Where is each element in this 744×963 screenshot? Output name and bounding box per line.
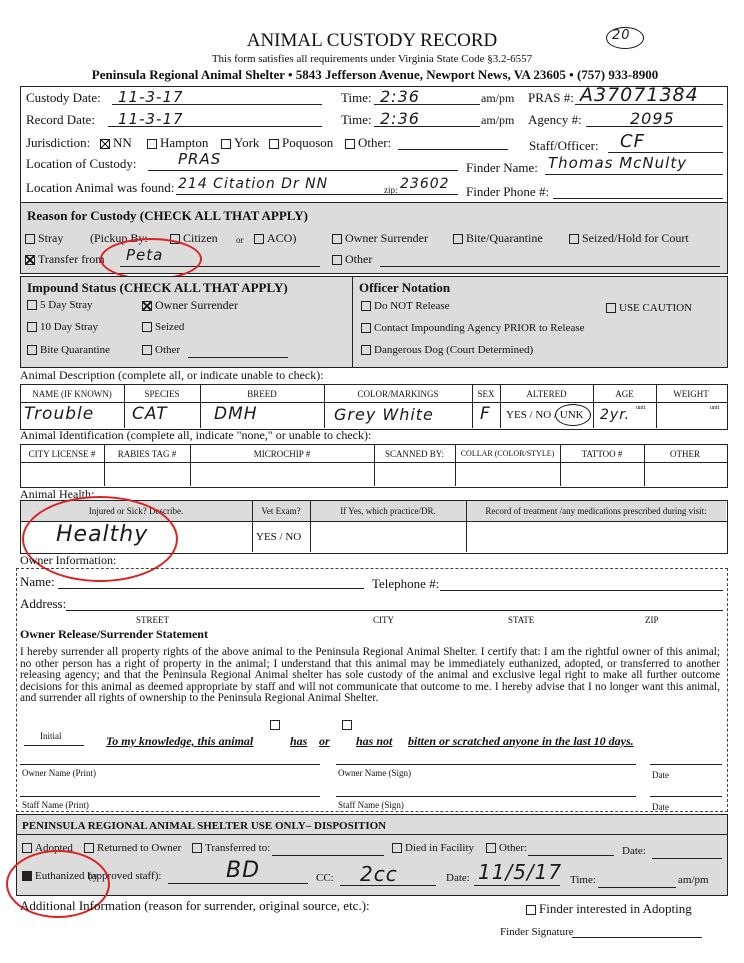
or-text: or [319,734,330,748]
reason-seized[interactable] [569,231,689,246]
seized-checkbox[interactable] [569,234,579,244]
returned-checkbox[interactable] [84,843,94,853]
agency-label: Agency #: [528,112,582,127]
health-description[interactable]: Healthy [56,522,149,547]
location-found-value[interactable]: 214 Citation Dr NN [178,176,329,192]
owner-sign-line [336,764,636,765]
form-title: ANIMAL CUSTODY RECORD [246,30,498,51]
animal-id-label: Animal Identification (complete all, indicate "none," or unable to check): [20,428,372,442]
knowledge-text: To my knowledge, this animal [106,734,254,748]
transferred-checkbox[interactable] [192,843,202,853]
header-other: OTHER [670,449,700,459]
owner-info-label: Owner Information: [20,553,117,567]
address-label: Address: [20,596,67,611]
staff-label: Staff/Officer: [529,138,599,153]
staff-line [608,152,723,153]
owner-sign-label: Owner Name (Sign) [338,768,411,778]
impound-5day[interactable] [27,299,93,311]
seized-label: Seized/Hold for Court [582,231,689,245]
header-species: SPECIES [144,389,180,399]
animal-desc-label: Animal Description (complete all, or indicate unable to check): [20,368,324,382]
york-label: York [234,135,260,150]
impound-other[interactable] [142,344,180,356]
euth-time-label: Time: [570,874,596,886]
contact-agency-checkbox[interactable] [361,323,371,333]
location-custody-value[interactable]: PRAS [178,150,222,168]
aco-label: ACO) [267,231,297,245]
form-subtitle: This form satisfies all requirements under Virginia State Code §3.2-6557 [211,53,533,65]
initial-line [24,745,84,746]
header-treatment: Record of treatment /any medications prescribed during visit: [485,506,707,516]
impound-seized-label: Seized [155,321,185,333]
euth-staff-line [168,883,308,884]
citizen-label: Citizen [183,231,218,245]
location-found-line [176,194,458,195]
additional-info-label: Additional Information (reason for surrender, original source, etc.): [20,898,370,913]
header-breed: BREED [247,389,277,399]
other-label: Other: [358,135,392,150]
nn-label: NN [113,135,132,150]
record-date-value[interactable]: 11-3-17 [118,110,184,128]
reason-other[interactable] [332,252,372,267]
owner-print-line [20,764,320,765]
custody-date-value[interactable]: 11-3-17 [118,88,184,106]
stray-label: Stray [38,231,64,245]
finder-name-value[interactable]: Thomas McNulty [548,154,688,172]
bite-label: Bite/Quarantine [466,231,543,245]
transfer-red-circle [100,238,202,280]
header-scanned: SCANNED BY: [385,449,444,459]
euth-staff-value[interactable]: BD [226,858,261,883]
animal-desc-divider [20,402,727,403]
impound-heading: Impound Status (CHECK ALL THAT APPLY) [27,280,288,295]
header-city-license: CITY LICENSE # [28,449,96,459]
poquoson-checkbox[interactable] [269,139,279,149]
zip-label: zip: [384,185,398,195]
ampm1[interactable]: am/pm [481,91,515,105]
release-statement: I hereby surrender all property rights of the above animal to the Peninsula Regional Animal Shelter. I certify that: I am the rightful owner of this animal; no other person has a right of property in the animal; I understand that this animal may be immediately euthanized, adopted, or transferred to another releasing agency; and that the Peninsula Regional Animal shelter has sole custody of the animal and exclusive legal right to make all further outcome decisions for this animal as deemed appropriate by staff and will not communicate that outcome to me. I hereby advise that I no longer want this animal, and surrender all rights of ownership to the Peninsula Regional Animal Shelter. [20,646,720,705]
or-label: or [236,235,244,245]
impound-seized-checkbox[interactable] [142,322,152,332]
reason-heading: Reason for Custody (CHECK ALL THAT APPLY) [27,208,308,223]
officer-contact-agency[interactable] [361,322,585,334]
transferred-label: Transferred to: [205,842,271,854]
finder-name-label: Finder Name: [466,160,538,175]
do-not-release-checkbox[interactable] [361,301,371,311]
jurisdiction-nn[interactable] [100,135,132,151]
finder-phone-label: Finder Phone #: [466,184,550,199]
five-day-label: 5 Day Stray [40,299,93,311]
approved-staff-label: (approved staff): [88,870,162,882]
died-label: Died in Facility [405,842,475,854]
agency-value[interactable]: 2095 [630,109,675,128]
color-value[interactable]: Grey White [334,405,434,424]
nn-checkbox[interactable] [100,139,110,149]
impound-other-label: Other [155,344,181,356]
bite-checkbox[interactable] [453,234,463,244]
animal-name-value[interactable]: Trouble [24,404,95,424]
york-checkbox[interactable] [221,139,231,149]
staff-sign-line [336,796,636,797]
adopted-checkbox[interactable] [22,843,32,853]
initial-label: Initial [40,731,62,741]
zip-field-label: ZIP [645,615,659,625]
contact-agency-label: Contact Impounding Agency PRIOR to Release [374,322,585,334]
header-tattoo: TATTOO # [581,449,623,459]
owner-surrender-checkbox[interactable] [332,234,342,244]
location-custody-line [148,170,458,171]
header-color: COLOR/MARKINGS [357,389,439,399]
jurisdiction-hampton[interactable] [147,135,208,151]
vet-exam-value[interactable]: YES / NO [256,531,302,543]
reason-other-label: Other [345,252,373,266]
jurisdiction-other-line [398,149,508,150]
owner-surrender-label: Owner Surrender [345,231,428,245]
has-not-checkbox[interactable] [342,720,352,730]
impound-other-line [188,357,288,358]
age-unit: unit [636,405,646,411]
header-practice: If Yes, which practice/DR. [340,506,436,516]
euth-ampm[interactable]: am/pm [678,874,709,886]
jurisdiction-other[interactable] [345,135,391,151]
pickup-by-label: (Pickup By: [90,231,148,245]
hampton-checkbox[interactable] [147,139,157,149]
dangerous-dog-label: Dangerous Dog (Court Determined) [374,344,534,356]
has-text: has [290,734,308,748]
staff-sign-label: Staff Name (Sign) [338,800,404,810]
header-microchip: MICROCHIP # [253,449,311,459]
euth-date-label: Date: [446,872,470,884]
officer-dangerous-dog[interactable] [361,344,533,356]
euthanized-label: Euthanized by [35,870,99,882]
has-checkbox[interactable] [270,720,280,730]
disp-other-label: Other: [499,842,528,854]
disp-other[interactable] [486,842,527,854]
officer-use-caution[interactable] [606,302,692,314]
record-date-label: Record Date: [26,112,95,127]
transfer-value[interactable]: Peta [126,246,164,264]
custody-date-label: Custody Date: [26,90,101,105]
location-found-label: Location Animal was found: [26,180,175,195]
address-line [66,610,723,611]
euth-time-line [598,887,676,888]
staff-value[interactable]: CF [620,131,645,152]
weight-unit: unit [710,405,720,411]
impound-bite-label: Bite Quarantine [40,344,110,356]
header-collar: COLLAR (COLOR/STYLE) [460,449,555,458]
do-not-release-label: Do NOT Release [374,300,450,312]
pras-label: PRAS #: [528,90,574,105]
time2-value[interactable]: 2:36 [380,109,420,128]
transferred-line [272,855,384,856]
jurisdiction-label: Jurisdiction: [26,135,91,150]
header-name: NAME (IF KNOWN) [32,389,112,399]
time2-label: Time: [341,112,372,127]
dangerous-dog-checkbox[interactable] [361,345,371,355]
breed-value[interactable]: DMH [214,404,258,424]
telephone-line [440,590,723,591]
jurisdiction-poquoson[interactable] [269,135,333,151]
page-number: 20 [612,28,631,43]
transfer-checkbox[interactable] [25,255,35,265]
finder-interested-checkbox[interactable] [526,905,536,915]
finder-signature-line [572,937,702,938]
transfer-label: Transfer from [38,252,105,266]
time1-value[interactable]: 2:36 [380,87,420,106]
cc-label: CC: [316,872,334,884]
staff-date-line [650,796,722,797]
header-injured: Injured or Sick? Describe. [88,506,184,516]
disp-date-line [652,858,722,859]
header-vet-exam: Vet Exam? [261,506,301,516]
owner-date-label: Date [652,770,669,780]
owner-name-label: Name: [20,574,55,589]
street-label: STREET [136,615,169,625]
impound-seized[interactable] [142,321,184,333]
header-weight: WEIGHT [673,389,709,399]
disp-other-line [528,855,614,856]
impound-owner-surrender-checkbox[interactable] [142,301,152,311]
disposition-heading: PENINSULA REGIONAL ANIMAL SHELTER USE ONLY– DISPOSITION [22,820,387,832]
disp-date-label: Date: [622,845,646,857]
reason-owner-surrender[interactable] [332,231,428,246]
impound-bite-checkbox[interactable] [27,345,37,355]
use-caution-label: USE CAUTION [619,302,693,314]
finder-name-line [545,174,723,175]
header-altered: ALTERED [526,389,567,399]
jurisdiction-york[interactable] [221,135,259,151]
finder-interested[interactable] [526,901,692,917]
reason-other-line [380,266,720,267]
age-value[interactable]: 2yr. [600,407,631,423]
cc-value[interactable]: 2cc [360,862,398,886]
ten-day-checkbox[interactable] [27,322,37,332]
release-heading: Owner Release/Surrender Statement [20,627,208,641]
disp-transferred[interactable] [192,842,270,854]
died-checkbox[interactable] [392,843,402,853]
five-day-checkbox[interactable] [27,300,37,310]
finder-signature-label: Finder Signature [500,926,574,938]
owner-date-line [650,764,722,765]
euth-date-line [474,885,560,886]
city-label: CITY [373,615,394,625]
reason-transfer[interactable] [25,252,105,267]
species-value[interactable]: CAT [132,404,168,424]
impound-10day[interactable] [27,321,98,333]
unk-circle [555,404,591,426]
impound-owner-surrender-label: Owner Surrender [155,298,238,312]
impound-bite[interactable] [27,344,110,356]
owner-print-label: Owner Name (Print) [22,768,96,778]
reason-stray[interactable] [25,231,63,246]
officer-heading: Officer Notation [359,280,451,295]
hampton-label: Hampton [160,135,209,150]
other-checkbox[interactable] [345,139,355,149]
returned-label: Returned to Owner [97,842,182,854]
reason-aco[interactable] [254,231,296,246]
euth-date-value[interactable]: 11/5/17 [478,860,563,884]
finder-phone-line [553,198,723,199]
use-caution-checkbox[interactable] [606,303,616,313]
disp-returned[interactable] [84,842,181,854]
disp-died[interactable] [392,842,474,854]
bitten-text: bitten or scratched anyone in the last 10 days. [408,734,634,748]
zip-value[interactable]: 23602 [400,176,450,192]
header-rabies: RABIES TAG # [117,449,177,459]
sex-value[interactable]: F [480,404,491,424]
reason-bite[interactable] [453,231,543,246]
location-custody-label: Location of Custody: [26,156,137,171]
adopted-label: Adopted [35,842,73,854]
shelter-address: Peninsula Regional Animal Shelter • 5843 Jefferson Avenue, Newport News, VA 23605 • (757) 933-8900 [91,67,659,82]
header-sex: SEX [477,389,495,399]
staff-print-line [20,796,320,797]
staff-print-label: Staff Name (Print) [22,800,89,810]
impound-other-checkbox[interactable] [142,345,152,355]
has-not-text: has not [356,734,393,748]
ampm2[interactable]: am/pm [481,113,515,127]
header-age: AGE [615,389,634,399]
altered-value[interactable]: YES / NO / UNK [506,409,584,421]
staff-date-label: Date [652,802,669,812]
disp-other-checkbox[interactable] [486,843,496,853]
time1-label: Time: [341,90,372,105]
impound-owner-surrender[interactable] [142,298,238,313]
disposition-divider [16,834,727,835]
pras-value[interactable]: A37071384 [580,84,699,106]
officer-do-not-release[interactable] [361,300,450,312]
state-label: STATE [508,615,535,625]
telephone-label: Telephone #: [372,576,440,591]
ten-day-label: 10 Day Stray [40,321,99,333]
stray-checkbox[interactable] [25,234,35,244]
poquoson-label: Poquoson [282,135,334,150]
finder-interested-label: Finder interested in Adopting [539,901,692,916]
aco-checkbox[interactable] [254,234,264,244]
owner-name-line [58,588,364,589]
health-label: Animal Health: [20,487,95,501]
reason-other-checkbox[interactable] [332,255,342,265]
